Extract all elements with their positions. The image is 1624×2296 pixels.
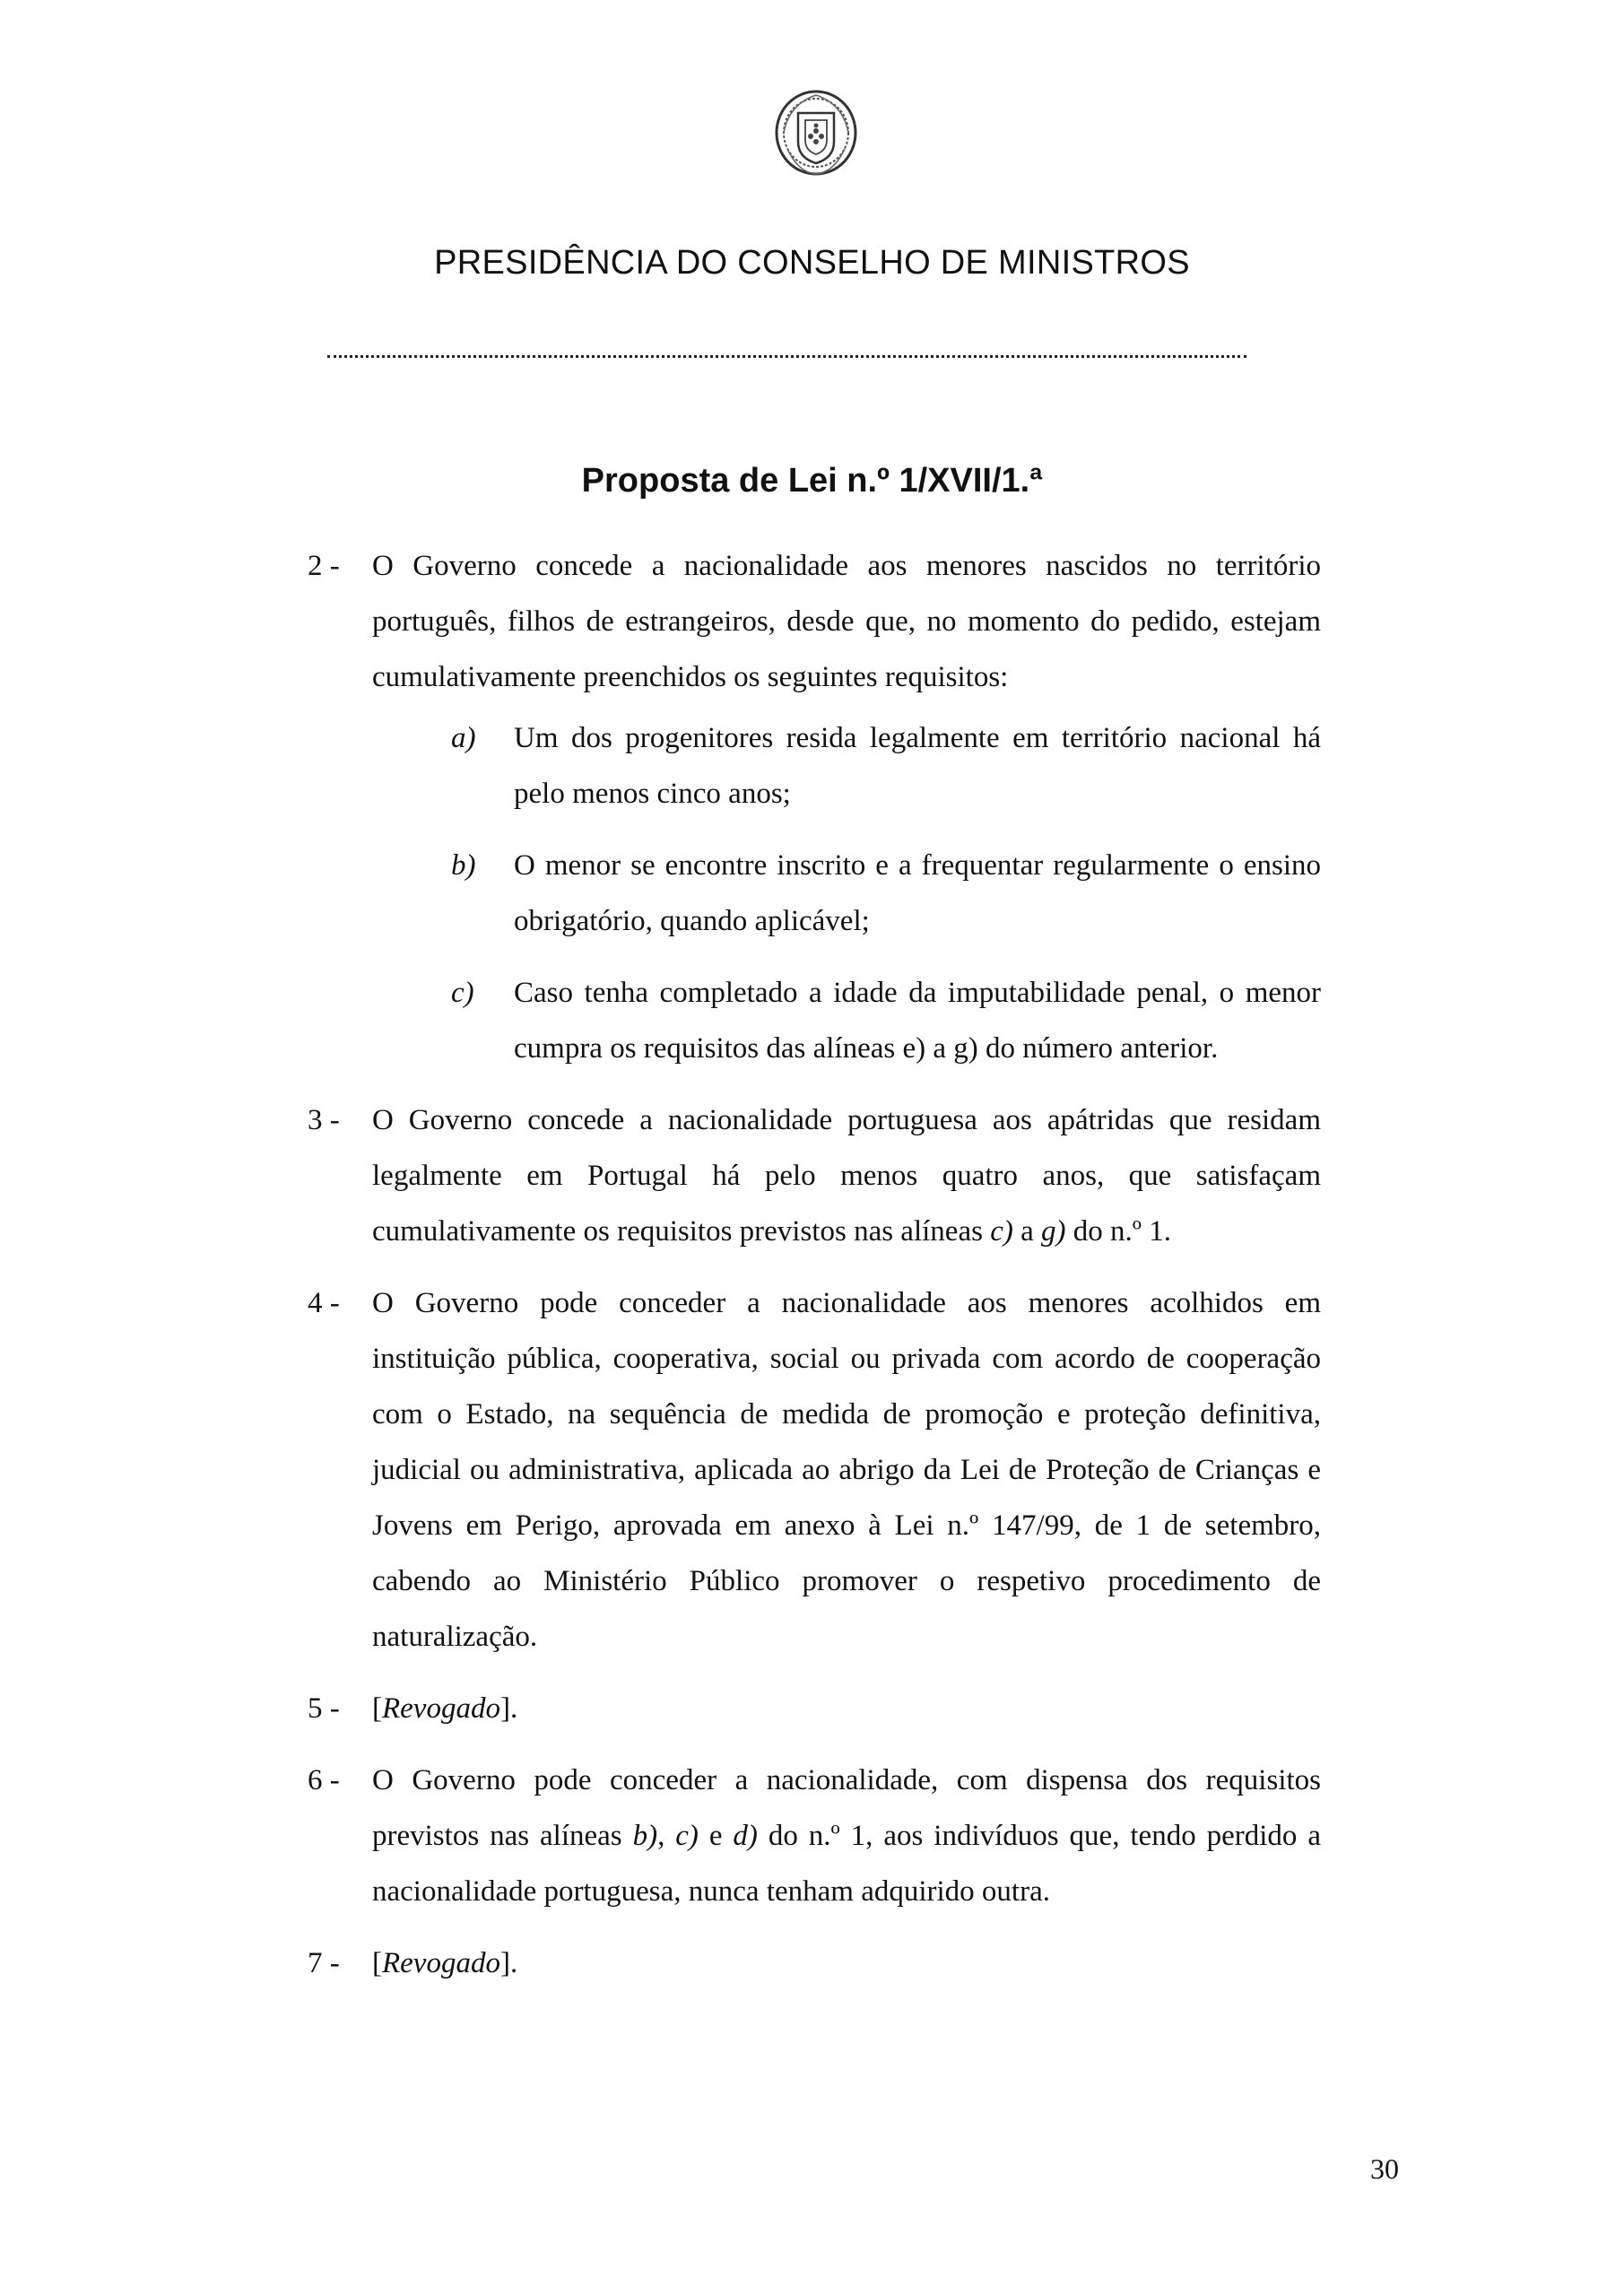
subitem-a (372, 710, 1321, 822)
paragraph-text: , (657, 1820, 676, 1852)
bracket-open: [ (372, 1692, 382, 1725)
paragraph-4 (308, 1275, 1321, 1665)
paragraph-number: 5 - (308, 1692, 340, 1725)
paragraph-number: 2 - (308, 550, 340, 582)
subitem-b (372, 838, 1321, 949)
paragraph-number: 3 - (308, 1104, 340, 1136)
paragraph-number: 7 - (308, 1947, 340, 1979)
subitem-text: O menor se encontre inscrito e a frequentar regularmente o ensino obrigatório, quando aplicável; (514, 849, 1321, 937)
paragraph-3 (308, 1092, 1321, 1259)
document-title: Proposta de Lei n.º 1/XVII/1.ª (581, 462, 1043, 500)
ministry-header: PRESIDÊNCIA DO CONSELHO DE MINISTROS (434, 244, 1190, 282)
paragraph-emphasis: c) (675, 1820, 699, 1852)
paragraph-text: a (1012, 1215, 1041, 1248)
revoked-label: Revogado (382, 1947, 500, 1979)
subitem-letter: a) (451, 722, 476, 754)
bracket-open: [ (372, 1947, 382, 1979)
dotted-divider (327, 352, 1246, 358)
paragraph-text: e (698, 1820, 734, 1852)
subitem-c (372, 965, 1321, 1076)
subitem-list (372, 710, 1321, 1076)
subitem-text: Caso tenha completado a idade da imputabilidade penal, o menor cumpra os requisitos das alíneas e) a g) do número anterior. (514, 977, 1321, 1065)
document-body (308, 538, 1321, 2007)
paragraph-7 (308, 1935, 1321, 1991)
paragraph-emphasis: c) (990, 1215, 1013, 1248)
paragraph-5 (308, 1681, 1321, 1736)
paragraph-emphasis: b) (632, 1820, 658, 1852)
bracket-close: ]. (499, 1947, 518, 1979)
paragraph-2 (308, 538, 1321, 1076)
subitem-text: Um dos progenitores resida legalmente em território nacional há pelo menos cinco anos; (514, 722, 1321, 810)
paragraph-number: 4 - (308, 1287, 340, 1319)
subitem-letter: c) (451, 977, 474, 1009)
paragraph-number: 6 - (308, 1764, 340, 1796)
subitem-letter: b) (451, 849, 476, 882)
paragraph-6 (308, 1752, 1321, 1919)
paragraph-text: O Governo concede a nacionalidade aos menores nascidos no território português, filhos de estrangeiros, desde que, no momento do pedido, estejam cumulativamente preenchidos os seguintes requisitos: (372, 550, 1321, 693)
bracket-close: ]. (499, 1692, 518, 1725)
paragraph-emphasis: d) (733, 1820, 758, 1852)
paragraph-text: O Governo pode conceder a nacionalidade, com dispensa dos requisitos previstos nas alíneas (372, 1764, 1321, 1852)
paragraph-text: do n.º 1, aos indivíduos que, tendo perdido a nacionalidade portuguesa, nunca tenham adquirido outra. (372, 1820, 1322, 1908)
paragraph-text: O Governo pode conceder a nacionalidade aos menores acolhidos em instituição pública, cooperativa, social ou privada com acordo de cooperação com o Estado, na sequência de medida de promoção e proteção definitiva, judicial ou administrativa, aplicada ao abrigo da Lei de Proteção de Crianças e Jovens em Perigo, aprovada em anexo à Lei n.º 147/99, de 1 de setembro, cabendo ao Ministério Público promover o respetivo procedimento de naturalização. (372, 1287, 1321, 1653)
page-number: 30 (1370, 2152, 1399, 2185)
paragraph-text: O Governo concede a nacionalidade portuguesa aos apátridas que residam legalmente em Portugal há pelo menos quatro anos, que satisfaçam cumulativamente os requisitos previstos nas alíneas (372, 1104, 1321, 1248)
paragraph-text: do n.º 1. (1065, 1215, 1171, 1248)
paragraph-emphasis: g) (1040, 1215, 1066, 1248)
coat-of-arms-icon (771, 86, 861, 179)
revoked-label: Revogado (382, 1692, 500, 1725)
